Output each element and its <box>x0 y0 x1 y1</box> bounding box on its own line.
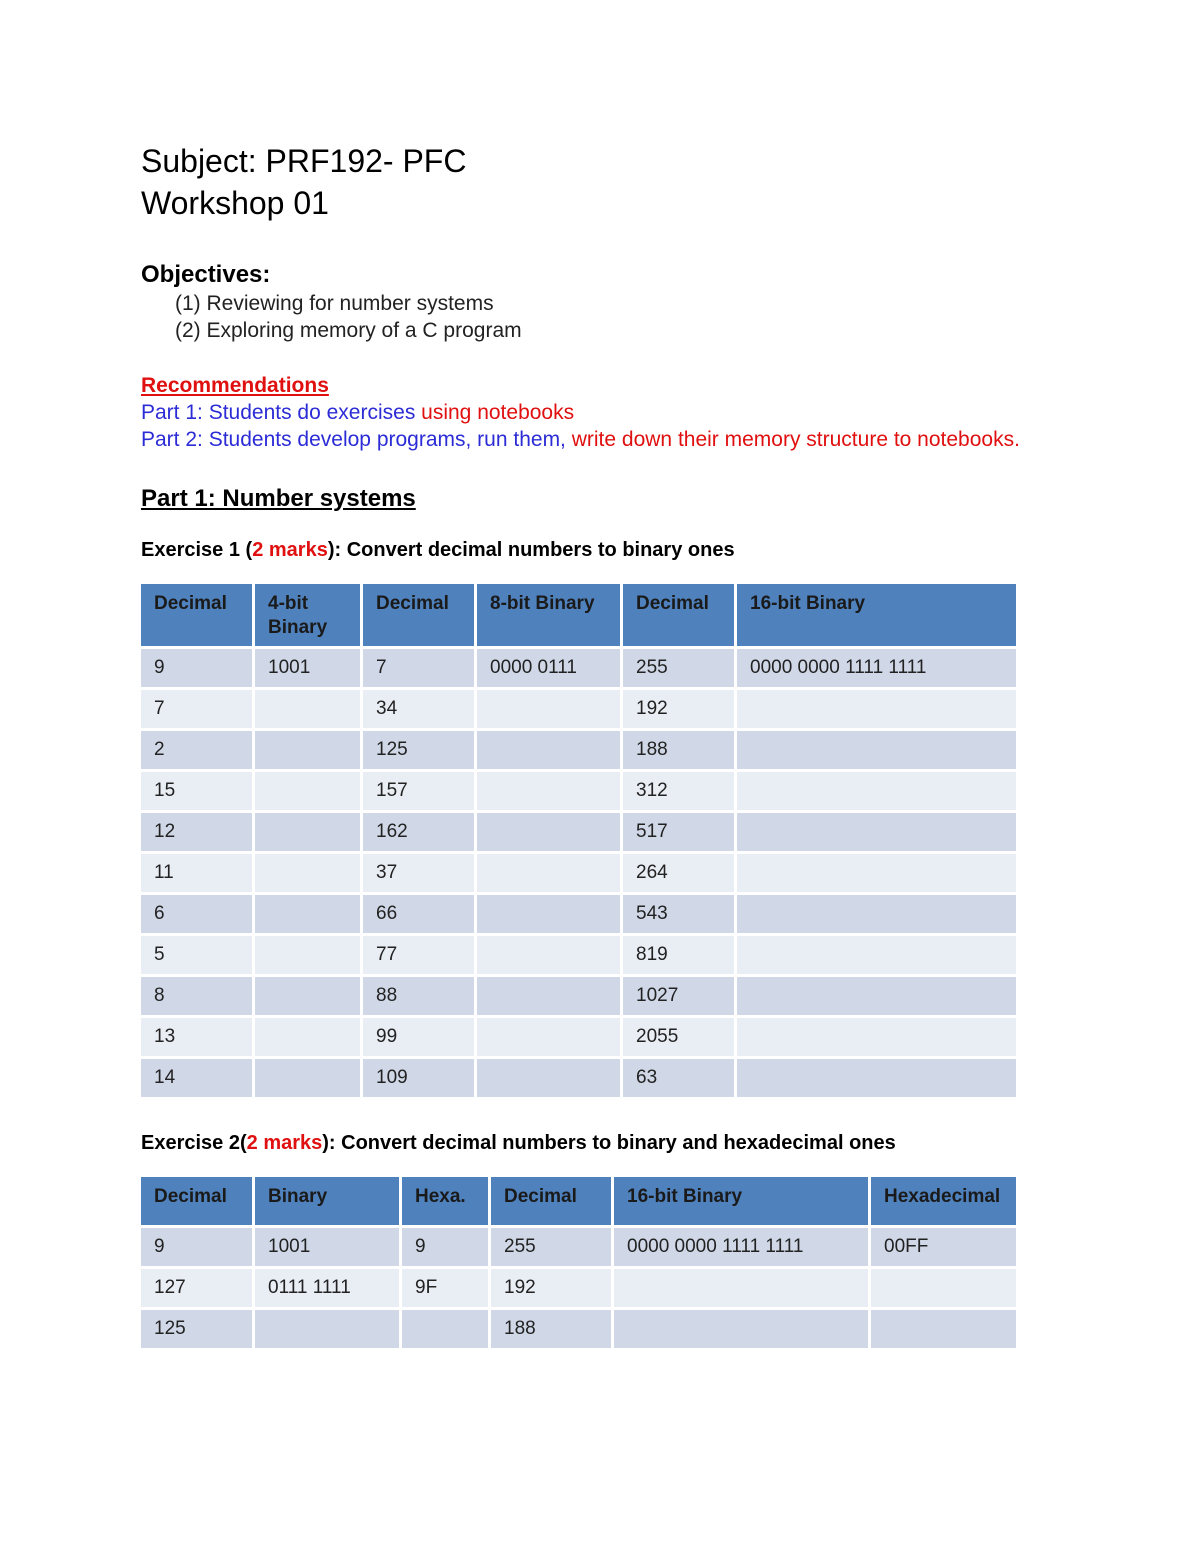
table-cell <box>255 690 360 728</box>
table-cell: 264 <box>623 854 734 892</box>
recommendation-part1-emphasis: using notebooks <box>421 401 575 424</box>
column-header: Decimal <box>491 1177 611 1225</box>
table-cell: 127 <box>141 1269 252 1307</box>
table-row <box>141 977 1016 1015</box>
table-cell <box>255 977 360 1015</box>
recommendation-part2 <box>141 426 1021 453</box>
table-cell: 88 <box>363 977 474 1015</box>
table-cell: 157 <box>363 772 474 810</box>
table-cell <box>255 854 360 892</box>
table-row <box>141 731 1016 769</box>
table-cell: 99 <box>363 1018 474 1056</box>
table-cell: 125 <box>141 1310 252 1348</box>
table-cell <box>477 854 620 892</box>
table-cell: 819 <box>623 936 734 974</box>
recommendation-part2-text: Part 2: Students develop programs, run them, <box>141 428 572 451</box>
table-cell <box>255 772 360 810</box>
table-row <box>141 772 1016 810</box>
table-row <box>141 1018 1016 1056</box>
table-cell: 312 <box>623 772 734 810</box>
exercise1-heading <box>141 537 1021 563</box>
table-cell: 14 <box>141 1059 252 1097</box>
table-cell: 5 <box>141 936 252 974</box>
recommendation-part2-emphasis: write down their memory structure to notebooks. <box>571 428 1020 451</box>
table-cell <box>477 936 620 974</box>
column-header: 16-bit Binary <box>737 584 1016 646</box>
table-cell <box>871 1310 1016 1348</box>
table-cell <box>737 731 1016 769</box>
table-cell: 0000 0000 1111 1111 <box>614 1228 868 1266</box>
table-cell: 9F <box>402 1269 488 1307</box>
table-cell <box>402 1310 488 1348</box>
table-cell: 109 <box>363 1059 474 1097</box>
table-cell: 13 <box>141 1018 252 1056</box>
table-cell <box>737 936 1016 974</box>
table-cell: 1027 <box>623 977 734 1015</box>
table-cell: 1001 <box>255 1228 399 1266</box>
exercise2-marks: 2 marks <box>246 1132 323 1154</box>
table-cell: 8 <box>141 977 252 1015</box>
table-cell: 6 <box>141 895 252 933</box>
table-cell: 9 <box>402 1228 488 1266</box>
table-cell: 0000 0000 1111 1111 <box>737 649 1016 687</box>
table-cell: 37 <box>363 854 474 892</box>
table-cell <box>477 813 620 851</box>
objectives-heading: Objectives: <box>141 261 271 288</box>
column-header: 16-bit Binary <box>614 1177 868 1225</box>
table-row <box>141 649 1016 687</box>
table-cell <box>737 813 1016 851</box>
subject-title: Subject: PRF192- PFC <box>141 143 467 179</box>
table-row <box>141 1228 1016 1266</box>
table-cell: 34 <box>363 690 474 728</box>
table-cell: 1001 <box>255 649 360 687</box>
recommendation-part1-text: Part 1: Students do exercises <box>141 401 422 424</box>
table-cell <box>255 895 360 933</box>
column-header: Decimal <box>623 584 734 646</box>
table-row <box>141 813 1016 851</box>
part1-heading: Part 1: Number systems <box>141 485 416 512</box>
table-cell: 188 <box>491 1310 611 1348</box>
column-header: Decimal <box>141 584 252 646</box>
table-row <box>141 690 1016 728</box>
document-page <box>141 140 1021 1351</box>
table-cell: 162 <box>363 813 474 851</box>
table-cell: 192 <box>623 690 734 728</box>
table-cell <box>255 1018 360 1056</box>
table-row <box>141 895 1016 933</box>
exercise1-marks: 2 marks <box>252 539 328 561</box>
table-cell <box>614 1310 868 1348</box>
exercise1-suffix: ): Convert decimal numbers to binary ones <box>327 539 735 561</box>
exercise2-prefix: Exercise 2( <box>141 1132 247 1154</box>
column-header: 4-bit Binary <box>255 584 360 646</box>
table-cell <box>737 1018 1016 1056</box>
table-cell: 125 <box>363 731 474 769</box>
table-cell <box>477 1059 620 1097</box>
table-cell: 7 <box>141 690 252 728</box>
table-row <box>141 1269 1016 1307</box>
table-cell <box>737 895 1016 933</box>
table-cell <box>255 813 360 851</box>
table-cell <box>737 854 1016 892</box>
table-cell <box>255 1059 360 1097</box>
column-header: Hexadecimal <box>871 1177 1016 1225</box>
table-row <box>141 936 1016 974</box>
table-cell <box>477 772 620 810</box>
column-header: Binary <box>255 1177 399 1225</box>
table-row <box>141 1310 1016 1348</box>
exercise1-table <box>138 581 1019 1100</box>
table-cell: 255 <box>623 649 734 687</box>
table-cell: 11 <box>141 854 252 892</box>
table-cell: 543 <box>623 895 734 933</box>
table-cell: 0111 1111 <box>255 1269 399 1307</box>
exercise2-heading <box>141 1130 1021 1156</box>
table-cell <box>477 690 620 728</box>
exercise2-table <box>138 1174 1019 1351</box>
table-cell: 188 <box>623 731 734 769</box>
table-header-row <box>141 584 1016 646</box>
objective-item-2: (2) Exploring memory of a C program <box>175 319 522 342</box>
table-cell: 15 <box>141 772 252 810</box>
table-row <box>141 854 1016 892</box>
table-cell <box>614 1269 868 1307</box>
recommendation-part1 <box>141 399 1021 426</box>
exercise2-suffix: ): Convert decimal numbers to binary and hexadecimal ones <box>322 1132 896 1154</box>
table-cell <box>477 731 620 769</box>
table-cell: 517 <box>623 813 734 851</box>
table-cell: 255 <box>491 1228 611 1266</box>
workshop-title: Workshop 01 <box>141 185 329 221</box>
table-cell: 0000 0111 <box>477 649 620 687</box>
table-cell: 9 <box>141 1228 252 1266</box>
table-header-row <box>141 1177 1016 1225</box>
table-cell: 12 <box>141 813 252 851</box>
table-cell: 9 <box>141 649 252 687</box>
table-cell <box>255 1310 399 1348</box>
table-cell <box>737 772 1016 810</box>
table-cell <box>477 977 620 1015</box>
table-cell <box>737 977 1016 1015</box>
table-cell <box>737 1059 1016 1097</box>
column-header: Hexa. <box>402 1177 488 1225</box>
objective-item-1: (1) Reviewing for number systems <box>175 292 494 315</box>
table-cell: 77 <box>363 936 474 974</box>
table-cell <box>737 690 1016 728</box>
table-cell: 7 <box>363 649 474 687</box>
table-cell: 2 <box>141 731 252 769</box>
table-cell <box>477 895 620 933</box>
exercise1-prefix: Exercise 1 ( <box>141 539 253 561</box>
table-cell: 66 <box>363 895 474 933</box>
column-header: Decimal <box>363 584 474 646</box>
column-header: 8-bit Binary <box>477 584 620 646</box>
recommendations-heading: Recommendations <box>141 374 329 397</box>
table-cell <box>255 936 360 974</box>
table-row <box>141 1059 1016 1097</box>
table-cell <box>255 731 360 769</box>
column-header: Decimal <box>141 1177 252 1225</box>
table-cell <box>871 1269 1016 1307</box>
table-cell: 00FF <box>871 1228 1016 1266</box>
table-cell <box>477 1018 620 1056</box>
table-cell: 63 <box>623 1059 734 1097</box>
table-cell: 192 <box>491 1269 611 1307</box>
table-cell: 2055 <box>623 1018 734 1056</box>
